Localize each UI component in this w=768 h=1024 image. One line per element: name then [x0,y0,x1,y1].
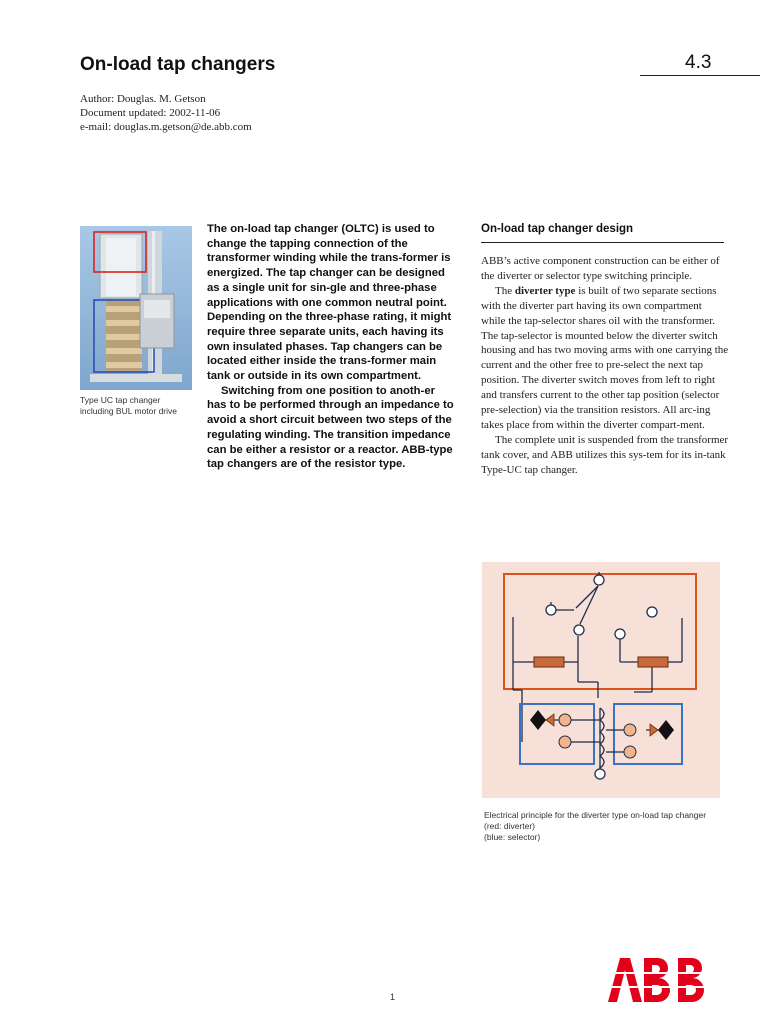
tap-changer-photo [80,226,192,390]
photo-caption: Type UC tap changer including BUL motor drive [80,395,178,416]
page-title: On-load tap changers [80,54,276,75]
design-paragraph-2: The diverter type is built of two separate sections with the diverter part having its own compartment while the tap-selector shares oil with the transformer. The tap-selector is mounted below the diverter switch housing and has two moving arms with one carrying the current and the other free to pre-select the next tap position. The diverter switch moves from left to right and transfers current to the other tap position (selector pre-selection) via the transition resistors. All arc-ing takes place from within the diverter compart-ment. [481,284,729,431]
design-rule [481,242,724,243]
document-meta [80,92,252,134]
abb-logo [608,958,712,1002]
author-line: Author: Douglas. M. Getson [80,93,206,105]
intro-paragraph-2: Switching from one position to anoth-er has to be performed through an impedance to avoid a short circuit between two steps of the regulating winding. The transition impedance can be either a resistor or a reactor. ABB-type tap changers are of the resistor type. [207,384,454,471]
section-rule [640,75,760,76]
page-number: 1 [390,992,396,1002]
design-paragraph-1: ABB’s active component construction can be either of the diverter or selector type switching principle. [481,255,720,282]
email-line: e-mail: douglas.m.getson@de.abb.com [80,121,252,133]
design-heading: On-load tap changer design [481,223,634,235]
design-text [481,254,729,478]
intro-paragraph-1: The on-load tap changer (OLTC) is used to change the tapping connection of the transformer winding while the trans-former is energized. The tap changer can be designed as a single unit for sin-gle and three-phase applications with one common neutral point. Depending on the three-phase rating, it might require three separate units, each having its own insulated phases. Tap changers can be located either inside the trans-former main tank or outside in its own compartment. [207,223,452,383]
design-paragraph-3: The complete unit is suspended from the transformer tank cover, and ABB utilizes this sys-tem for its in-tank Type-UC tap changer. [481,433,729,476]
electrical-principle-diagram [482,562,720,798]
section-number: 4.3 [685,52,712,73]
diagram-caption: Electrical principle for the diverter type on-load tap changer (red: diverter) (blue: selector) [484,810,707,842]
intro-text [207,222,454,472]
updated-line: Document updated: 2002-11-06 [80,107,221,119]
